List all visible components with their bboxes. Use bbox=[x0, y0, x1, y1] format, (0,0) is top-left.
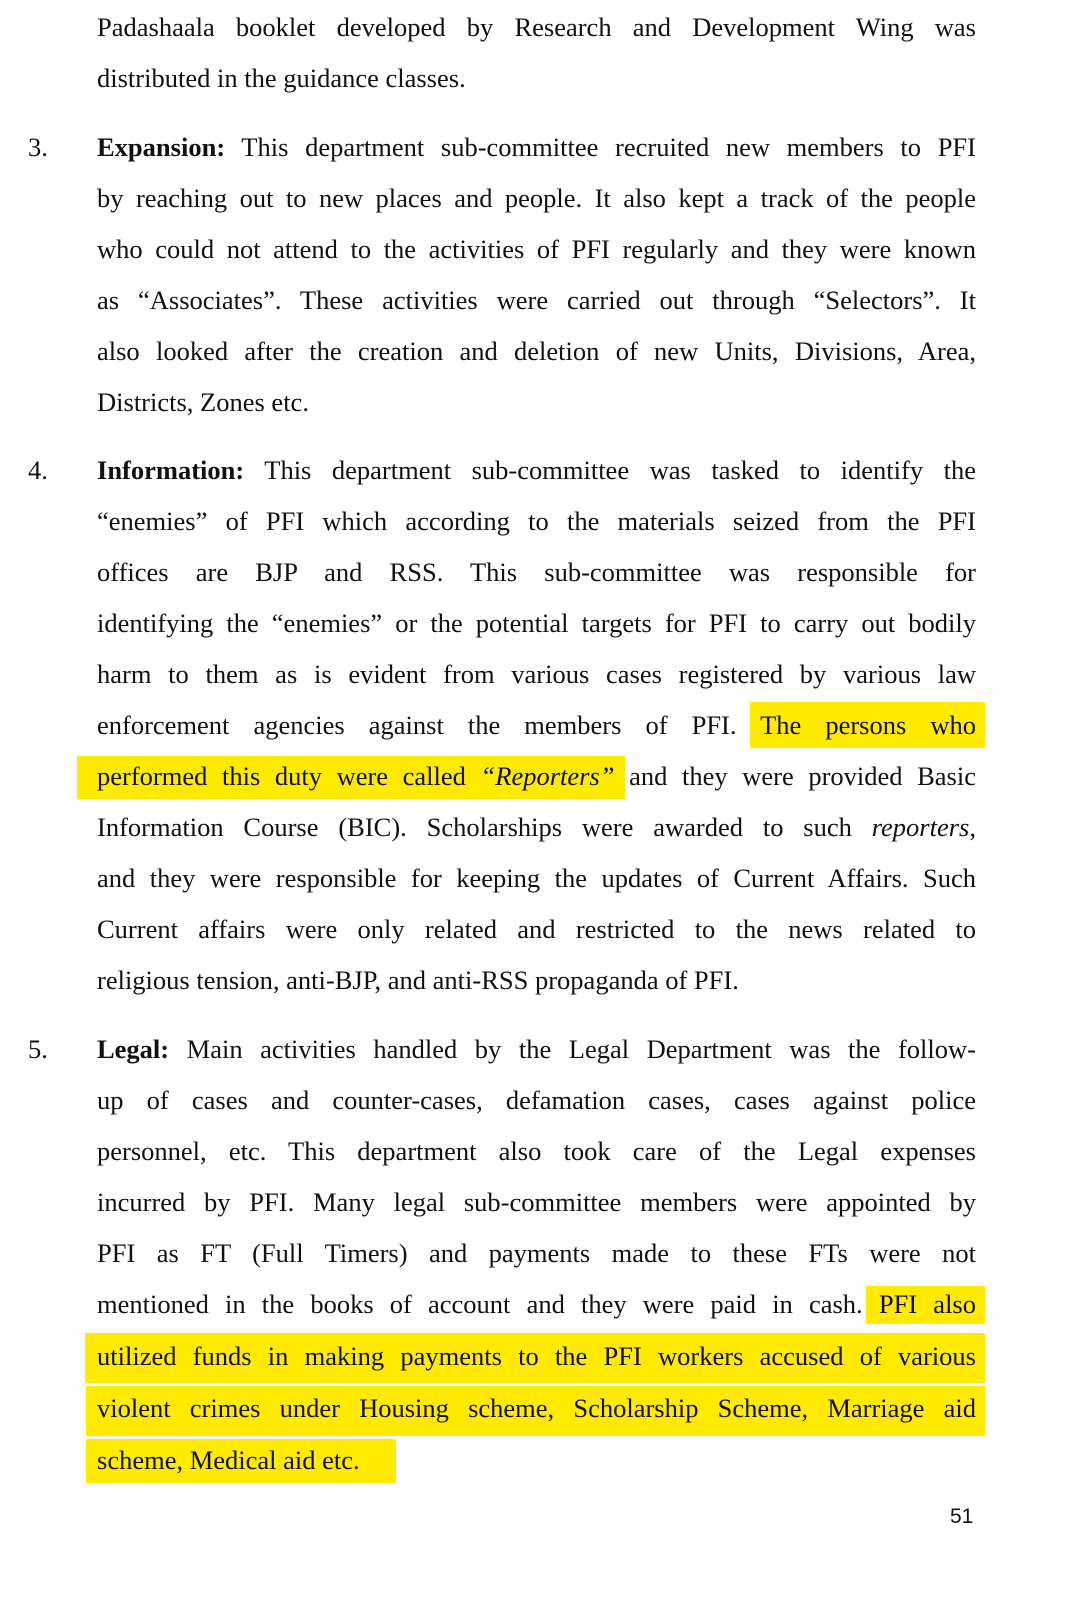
item-line bbox=[97, 858, 976, 898]
item-text: as “Associates”. These activities were carried out through “Selectors”. It bbox=[97, 285, 976, 315]
item-text bbox=[97, 807, 976, 847]
item-line bbox=[97, 960, 976, 1000]
item-line bbox=[97, 127, 976, 167]
item-line bbox=[97, 178, 976, 218]
item-text: incurred by PFI. Many legal sub-committee members were appointed by bbox=[97, 1187, 976, 1217]
italic-text: reporters, bbox=[871, 812, 976, 842]
item-line bbox=[97, 1336, 976, 1376]
item-line bbox=[97, 1233, 976, 1273]
item-line bbox=[97, 1131, 976, 1171]
item-number: 3. bbox=[28, 132, 48, 162]
item-text: by reaching out to new places and people. It also kept a track of the people bbox=[97, 183, 976, 213]
item-text: who could not attend to the activities of PFI regularly and they were known bbox=[97, 234, 976, 264]
item-text bbox=[97, 705, 976, 745]
item-text: harm to them as is evident from various cases registered by various law bbox=[97, 659, 976, 689]
item-number: 4. bbox=[28, 455, 48, 485]
item-text bbox=[97, 756, 976, 796]
item-line bbox=[97, 756, 976, 796]
item-line bbox=[97, 1284, 976, 1324]
item-line bbox=[97, 1080, 976, 1120]
item-text bbox=[97, 1284, 976, 1324]
item-text-run: enforcement agencies against the members of PFI. bbox=[97, 710, 761, 740]
item-line bbox=[97, 1182, 976, 1222]
item-text-run: mentioned in the books of account and they were paid in cash. bbox=[97, 1289, 879, 1319]
item-line bbox=[97, 807, 976, 847]
item-text-run: This department sub-committee was tasked to identify the bbox=[244, 455, 976, 485]
item-text: Current affairs were only related and restricted to the news related to bbox=[97, 914, 976, 944]
item-line bbox=[97, 1440, 976, 1480]
item-line bbox=[97, 1029, 976, 1069]
item-line bbox=[97, 705, 976, 745]
intro-text: Padashaala booklet developed by Research and Development Wing was bbox=[97, 12, 976, 42]
highlighted-text: PFI also bbox=[878, 1289, 976, 1319]
page-number: 51 bbox=[950, 1505, 974, 1528]
item-text: personnel, etc. This department also took care of the Legal expenses bbox=[97, 1136, 976, 1166]
item-line bbox=[97, 501, 976, 541]
item-heading: Expansion: bbox=[97, 132, 226, 162]
item-text: religious tension, anti-BJP, and anti-RSS propaganda of PFI. bbox=[97, 965, 739, 995]
intro-line bbox=[97, 7, 976, 47]
item-text: PFI as FT (Full Timers) and payments made to these FTs were not bbox=[97, 1238, 976, 1268]
item-line bbox=[97, 229, 976, 269]
item-line bbox=[97, 909, 976, 949]
item-number: 5. bbox=[28, 1034, 48, 1064]
item-heading: Information: bbox=[97, 455, 245, 485]
item-text: and they were responsible for keeping the updates of Current Affairs. Such bbox=[97, 863, 976, 893]
item-text: offices are BJP and RSS. This sub-committee was responsible for bbox=[97, 557, 976, 587]
item-line bbox=[97, 1388, 976, 1428]
intro-text: distributed in the guidance classes. bbox=[97, 63, 466, 93]
item-line bbox=[97, 603, 976, 643]
item-line bbox=[97, 382, 976, 422]
item-text bbox=[97, 1029, 976, 1069]
highlighted-text: violent crimes under Housing scheme, Scholarship Scheme, Marriage aid bbox=[97, 1393, 976, 1423]
item-text bbox=[97, 450, 976, 490]
item-line bbox=[97, 331, 976, 371]
intro-line bbox=[97, 58, 976, 98]
item-line bbox=[97, 450, 976, 490]
item-text: up of cases and counter-cases, defamation cases, cases against police bbox=[97, 1085, 976, 1115]
item-line bbox=[97, 654, 976, 694]
item-text: also looked after the creation and deletion of new Units, Divisions, Area, bbox=[97, 336, 976, 366]
item-text bbox=[97, 127, 976, 167]
item-heading: Legal: bbox=[97, 1034, 170, 1064]
item-line bbox=[97, 280, 976, 320]
highlighted-text: scheme, Medical aid etc. bbox=[97, 1445, 360, 1475]
highlighted-text: performed this duty were called bbox=[97, 761, 481, 791]
item-text: Districts, Zones etc. bbox=[97, 387, 309, 417]
highlighted-text: The persons who bbox=[760, 710, 976, 740]
highlighted-italic-text: “Reporters” bbox=[480, 761, 615, 791]
item-text: “enemies” of PFI which according to the materials seized from the PFI bbox=[97, 506, 976, 536]
item-text: identifying the “enemies” or the potential targets for PFI to carry out bodily bbox=[97, 608, 976, 638]
item-text-run: Main activities handled by the Legal Department was the follow- bbox=[169, 1034, 976, 1064]
item-text-run: This department sub-committee recruited new members to PFI bbox=[225, 132, 976, 162]
item-text-run: and they were provided Basic bbox=[614, 761, 976, 791]
highlighted-text: utilized funds in making payments to the PFI workers accused of various bbox=[97, 1341, 976, 1371]
item-line bbox=[97, 552, 976, 592]
item-text-run: Information Course (BIC). Scholarships were awarded to such bbox=[97, 812, 872, 842]
